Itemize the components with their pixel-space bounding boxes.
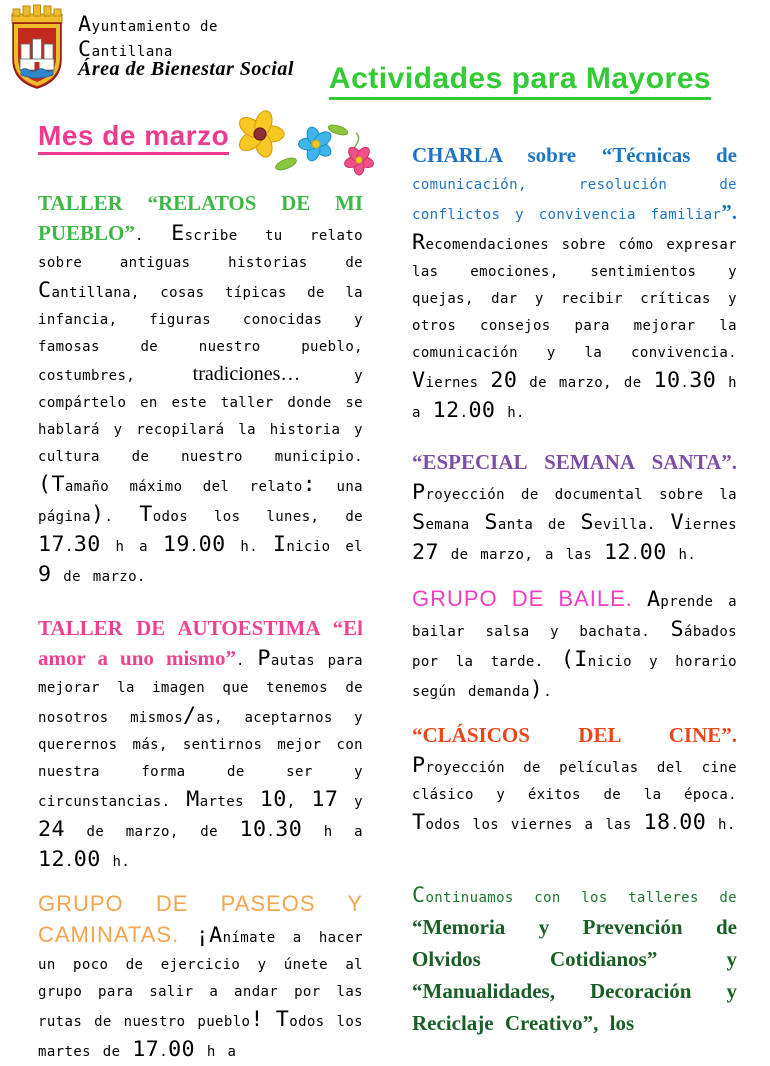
section-taller-relatos-de-mi-pueblo: TALLER “RELATOS DE MI PUEBLO”. Escribe tu relato sobre antiguas historias de Cantillana, cosas típicas de la infancia, figuras conocidas y famosas de nuestro pueblo, costumbres, tradiciones… y compártelo en este taller donde se hablará y recopilará la historia y cultura de nuestro municipio. (Tamaño máximo del relato: una página). Todos los lunes, de 17.30 h a 19.00 h. Inicio el 9 de marzo. [38, 191, 363, 587]
department-name: Área de Bienestar Social [78, 58, 294, 80]
section-clasicos-del-cine: “CLÁSICOS DEL CINE”. Proyección de películas del cine clásico y éxitos de la época. Todos los viernes a las 18.00 h. [412, 723, 737, 835]
section-especial-semana-santa: “ESPECIAL SEMANA SANTA”. Proyección de documental sobre la Semana Santa de Sevilla. Viernes 27 de marzo, a las 12.00 h. [412, 450, 737, 565]
section-grupo-de-paseos-y-caminatas: GRUPO DE PASEOS Y CAMINATAS. ¡Anímate a hacer un poco de ejercicio y únete al grupo para salir a andar por las rutas de nuestro pueblo! Todos los martes de 17.00 h a [38, 891, 363, 1062]
left-column [38, 190, 363, 1066]
org-name-line2: Cantillana [78, 37, 173, 62]
spring-flowers-icon [228, 102, 376, 176]
section-grupo-de-baile: GRUPO DE BAILE. Aprende a bailar salsa y bachata. Sábados por la tarde. (Inicio y horario según demanda). [412, 586, 737, 702]
section-charla-tecnicas-de-comunicacion: CHARLA sobre “Técnicas de comunicación, resolución de conflictos y convivencia familiar”. Recomendaciones sobre cómo expresar las emociones, sentimientos y quejas, dar y recibir críticas y otros consejos para mejorar la comunicación y la convivencia. Viernes 20 de marzo, de 10.30 h a 12.00 h. [412, 143, 737, 423]
org-name-line1: Ayuntamiento de [78, 12, 219, 37]
page-title: Actividades para Mayores [300, 62, 740, 100]
cantillana-coat-of-arms-icon [8, 4, 66, 92]
section-talleres-continuacion: Continuamos con los talleres de “Memoria y Prevención de Olvidos Cotidianos” y “Manualidades, Decoración y Reciclaje Creativo”, los [412, 883, 737, 1035]
right-column [412, 142, 737, 1041]
month-heading: Mes de marzo [38, 120, 229, 155]
section-taller-de-autoestima: TALLER DE AUTOESTIMA “El amor a uno mismo”. Pautas para mejorar la imagen que tenemos de nosotros mismos/as, aceptarnos y querernos más, sentirnos mejor con nuestra forma de ser y circunstancias. Martes 10, 17 y 24 de marzo, de 10.30 h a 12.00 h. [38, 616, 363, 872]
